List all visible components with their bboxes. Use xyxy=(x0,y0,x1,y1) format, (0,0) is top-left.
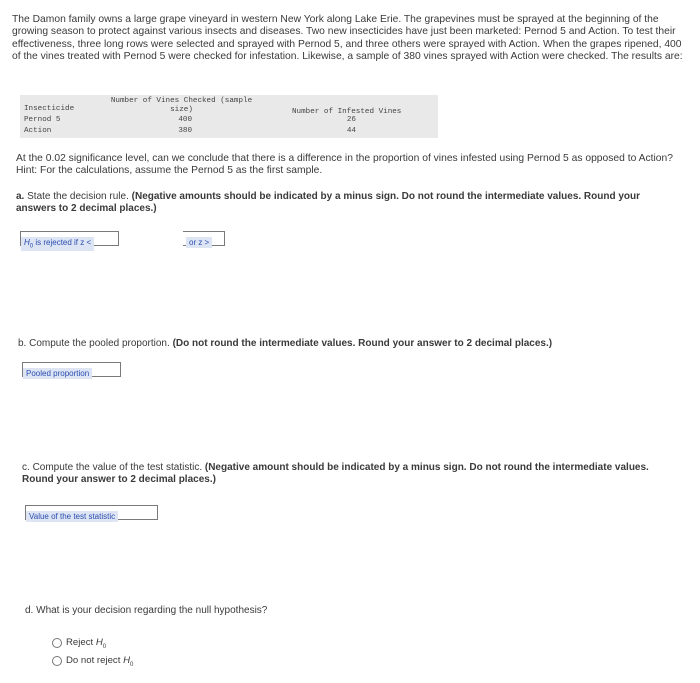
part-a-instruction: (Negative amounts should be indicated by a minus sign. Do not round the intermediate values. Round your answers to 2 decimal places.) xyxy=(16,191,641,214)
test-statistic-label: Value of the test statistic xyxy=(26,506,118,524)
radio-circle-icon[interactable] xyxy=(52,656,62,666)
part-d-prompt xyxy=(25,605,625,617)
table-header-insecticide: Insecticide xyxy=(24,105,75,113)
table-cell: Pernod 5 xyxy=(24,116,61,124)
part-c-instruction: (Negative amount should be indicated by a minus sign. Do not round the intermediate values. Round your answer to 2 decimal places.) xyxy=(22,462,649,485)
pooled-proportion-field[interactable] xyxy=(121,364,192,381)
part-b-prompt xyxy=(18,338,684,350)
test-statistic-field[interactable] xyxy=(158,507,231,524)
table-cell: 26 xyxy=(346,116,356,124)
part-a-prompt xyxy=(16,191,682,215)
table-header-sample-size: Number of Vines Checked (sample size) xyxy=(110,97,253,114)
radio-reject-h0[interactable] xyxy=(52,637,106,650)
part-d-text: What is your decision regarding the null hypothesis? xyxy=(36,605,268,616)
radio-do-not-reject-h0[interactable] xyxy=(52,655,133,668)
part-b-instruction: (Do not round the intermediate values. Round your answer to 2 decimal places.) xyxy=(172,338,553,349)
decision-rule-label-2: or z > xyxy=(186,232,212,250)
pooled-proportion-input[interactable] xyxy=(120,362,188,377)
pooled-proportion-label: Pooled proportion xyxy=(23,363,92,381)
z-lower-input[interactable] xyxy=(118,231,183,246)
part-c-prompt xyxy=(22,462,662,486)
table-header-infested: Number of Infested Vines xyxy=(292,108,402,116)
decision-rule-label-1: $H_0$ is rejected if z < xyxy=(21,232,94,251)
radio-do-not-reject-label: Do not reject $H_0$ xyxy=(66,655,134,668)
radio-circle-icon[interactable] xyxy=(52,638,62,648)
main-question: At the 0.02 significance level, can we conclude that there is a difference in the proportion of vines infested using Pernod 5 as opposed to Action? Hint: For the calculations, assume the Pernod 5 as the first sample. xyxy=(16,153,673,177)
table-cell: 400 xyxy=(178,116,192,124)
table-cell: 380 xyxy=(178,127,192,135)
table-cell: 44 xyxy=(346,127,356,135)
part-c-text: Compute the value of the test statistic. xyxy=(32,462,203,473)
z-lower-field[interactable] xyxy=(119,233,187,250)
problem-intro: The Damon family owns a large grape vineyard in western New York along Lake Erie. The grapevines must be sprayed at the beginning of the growing season to protect against various insects and diseases. Two new insecticides have just been marketed: Pernod 5 and Action. To test their effectiveness, three long rows were selected and sprayed with Pernod 5, and three others were sprayed with Action. When the grapes ripened, 400 of the vines treated with Pernod 5 were checked for infestation. Likewise, a sample of 380 vines sprayed with Action were checked. The results are: xyxy=(12,14,683,63)
part-c-letter: c. xyxy=(22,462,30,473)
part-a-letter: a. xyxy=(16,191,25,202)
radio-reject-label: Reject $H_0$ xyxy=(66,637,107,650)
z-upper-input[interactable] xyxy=(224,231,285,246)
part-d-letter: d. xyxy=(25,605,34,616)
table-cell: Action xyxy=(24,127,52,135)
part-a-text: State the decision rule. xyxy=(27,191,129,202)
test-statistic-input[interactable] xyxy=(157,505,227,520)
data-table xyxy=(20,95,438,138)
z-upper-field[interactable] xyxy=(225,233,289,250)
part-b-text: Compute the pooled proportion. xyxy=(29,338,170,349)
part-b-letter: b. xyxy=(18,338,27,349)
